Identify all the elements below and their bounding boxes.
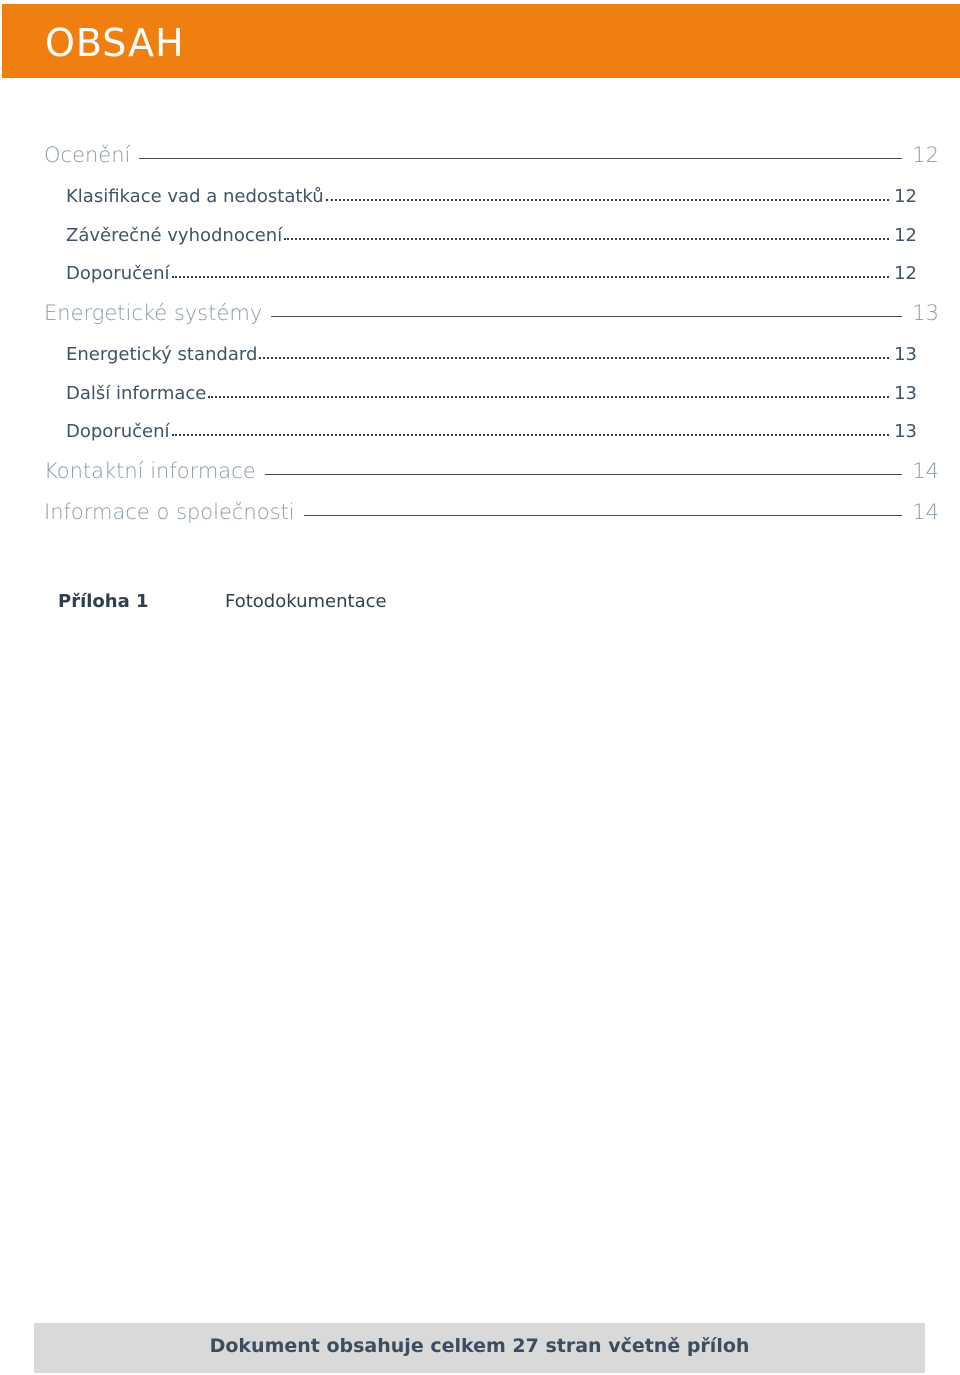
toc-entry[interactable] bbox=[66, 383, 917, 404]
toc-entry-page: 14 bbox=[912, 459, 939, 483]
toc-entry-label: Energetické systémy bbox=[44, 301, 263, 325]
toc-entry[interactable] bbox=[44, 459, 939, 483]
toc-entry-label: Ocenění bbox=[44, 143, 131, 167]
toc-leader-dots bbox=[172, 275, 890, 278]
toc-leader-line bbox=[304, 514, 903, 516]
toc-leader-dots bbox=[208, 395, 889, 398]
toc-entry[interactable] bbox=[44, 143, 939, 167]
toc-entry[interactable] bbox=[66, 186, 917, 207]
toc-entry[interactable] bbox=[66, 225, 917, 246]
appendix-entry bbox=[58, 591, 387, 612]
toc-entry[interactable] bbox=[66, 421, 917, 442]
toc-entry-page: 13 bbox=[894, 383, 917, 404]
toc-entry-label: Doporučení bbox=[66, 421, 170, 442]
header-bar bbox=[2, 4, 960, 78]
page-title: OBSAH bbox=[45, 21, 185, 65]
appendix-label: Příloha 1 bbox=[58, 591, 149, 612]
toc-leader-dots bbox=[284, 237, 889, 240]
toc-entry-label: Závěrečné vyhodnocení bbox=[66, 225, 283, 246]
toc-entry-label: Klasifikace vad a nedostatků bbox=[66, 186, 324, 207]
toc-entry-label: Energetický standard bbox=[66, 344, 258, 365]
toc-entry-label: Kontaktní informace bbox=[44, 459, 256, 483]
toc-entry[interactable] bbox=[66, 263, 917, 284]
toc-entry-label: Doporučení bbox=[66, 263, 170, 284]
toc-leader-dots bbox=[326, 198, 889, 201]
toc-entry[interactable] bbox=[44, 500, 939, 524]
toc-leader-line bbox=[265, 473, 903, 475]
toc-leader-dots bbox=[259, 356, 889, 359]
toc-leader-dots bbox=[172, 433, 890, 436]
toc-leader-line bbox=[139, 157, 902, 159]
toc-entry-page: 12 bbox=[894, 186, 917, 207]
toc-entry-page: 13 bbox=[894, 421, 917, 442]
toc-entry-page: 12 bbox=[894, 225, 917, 246]
toc-entry-page: 13 bbox=[912, 301, 939, 325]
footer-note: Dokument obsahuje celkem 27 stran včetně příloh bbox=[209, 1335, 750, 1357]
toc-entry-page: 12 bbox=[894, 263, 917, 284]
toc-entry-page: 14 bbox=[912, 500, 939, 524]
toc-entry-page: 12 bbox=[912, 143, 939, 167]
toc-entry-page: 13 bbox=[894, 344, 917, 365]
appendix-title: Fotodokumentace bbox=[225, 591, 387, 612]
toc-leader-line bbox=[271, 315, 902, 317]
toc-entry-label: Informace o společnosti bbox=[44, 500, 295, 524]
toc-entry-label: Další informace bbox=[66, 383, 207, 404]
toc-entry[interactable] bbox=[66, 344, 917, 365]
toc-entry[interactable] bbox=[44, 301, 939, 325]
footer-bar bbox=[34, 1323, 925, 1373]
